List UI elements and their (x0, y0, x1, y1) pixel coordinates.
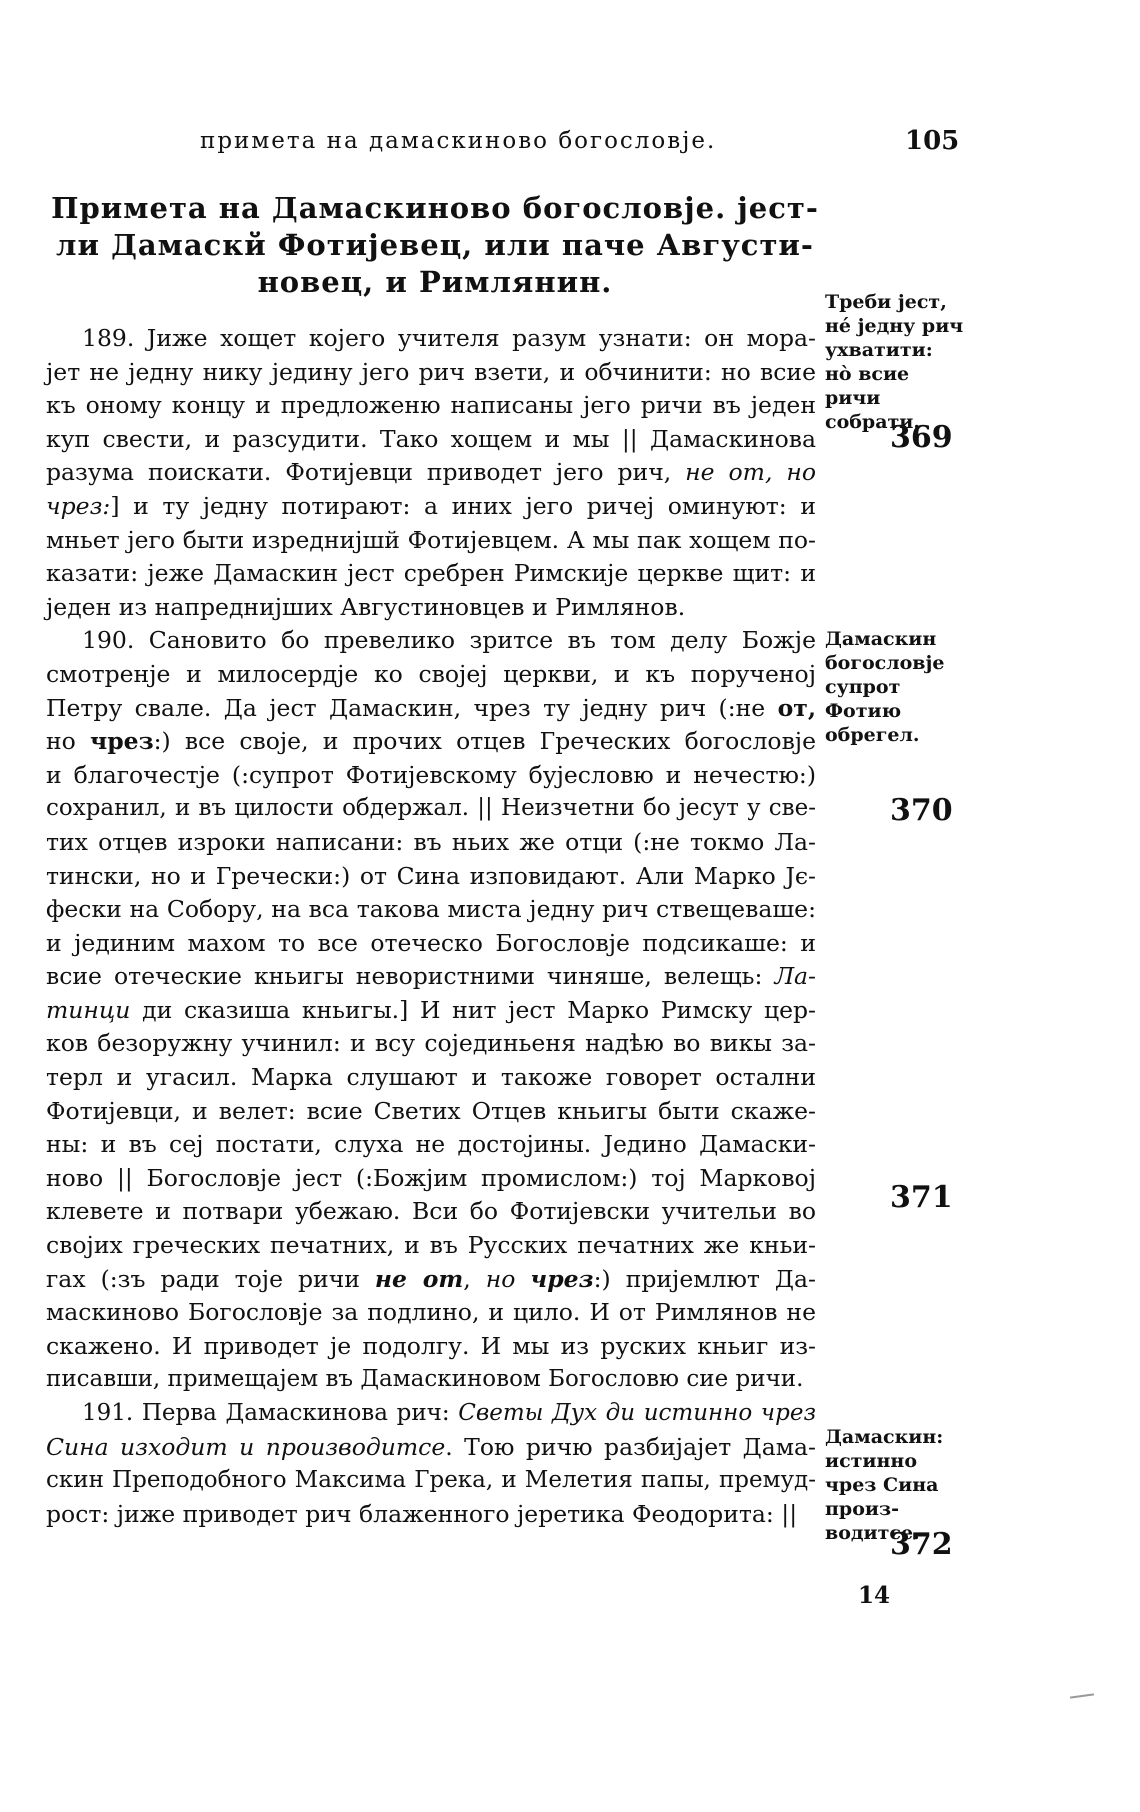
text-line: всие отеческие кньигы невористними чиняше, велещь: Ла- (46, 962, 816, 991)
text-line: и јединим махом то все отеческо Богословје подсикаше: и (46, 928, 816, 957)
text-line: тих отцев изроки написани: въ ньих же отци (:не токмо Ла- (46, 827, 816, 856)
text-line: тинци ди сказиша кньигы.] И нит јест Марко Римску цер- (46, 995, 816, 1024)
page-number: 105 (905, 126, 960, 156)
text-line: једен из напреднијших Августиновцев и Римлянов. (46, 592, 686, 621)
body-text (46, 322, 816, 1531)
text-line: 191. Перва Дамаскинова рич: Светы Дух ди истинно чрез (82, 1400, 816, 1426)
text-line: клевете и потвари убежаю. Вси бо Фотијевски учительи во (46, 1197, 816, 1226)
text-line: скажено. И приводет је подолгу. И мы из руских кньиг из- (46, 1331, 816, 1360)
margin-number: 371 (890, 1180, 953, 1215)
text-line: чрез:] и ту једну потирают: а иних јего ричеј оминуют: и (46, 491, 816, 520)
margin-number: 369 (890, 420, 953, 455)
text-line: 189. Јиже хощет којего учителя разум узнати: он мора- (82, 324, 816, 352)
signature-mark: 14 (858, 1582, 891, 1609)
running-head: примета на дамаскиново богословје. (200, 128, 717, 154)
margin-note: Дамаскин богословје супрот Фотию обрегел. (825, 628, 945, 746)
text-line: ны: и въ сеј постати, слуха не достојины. Једино Дамаски- (46, 1130, 816, 1159)
text-line: смотренје и милосердје ко својеј церкви, и къ порученој (46, 659, 816, 688)
text-line: мньет јего быти изреднијшй Фотијевцем. А мы пак хощем по- (46, 525, 816, 554)
text-line: казати: јеже Дамаскин јест сребрен Римскије церкве щит: и (46, 559, 816, 588)
text-line: својих греческих печатних, и въ Русских печатних же кньи- (46, 1231, 816, 1260)
margin-number: 372 (890, 1527, 953, 1562)
text-line: куп свести, и разсудити. Тако хощем и мы || Дамаскинова (46, 424, 816, 453)
text-line: ново || Богословје јест (:Божјим промислом:) тој Марковој (46, 1163, 816, 1192)
text-line: скин Преподобного Максима Грека, и Мелетия папы, премуд- (46, 1467, 816, 1494)
text-line: Сина изходит и производитсе. Тою ричю разбијајет Дама- (46, 1432, 816, 1461)
text-line: рост: јиже приводет рич блаженного јеретика Феодорита: || (46, 1499, 798, 1528)
section-title-line-3: новец, и Римлянин. (257, 265, 613, 299)
scan-artifact (1070, 1693, 1094, 1698)
section-title-line-2: ли Дамаскй Фотијевец, или паче Августи- (56, 228, 814, 262)
text-line: гах (:зъ ради тоје ричи не от, но чрез:) пријемлют Да- (46, 1264, 816, 1293)
text-line: 190. Сановито бо превелико зритсе въ том делу Божје (82, 626, 816, 655)
text-line: сохранил, и въ цилости обдержал. || Неизчетни бо јесут у све- (46, 795, 816, 822)
text-line: къ оному концу и предложеню написаны јего ричи въ једен (46, 391, 816, 420)
text-line: ков безоружну учинил: и всу сојединьеня надѣю во викы за- (46, 1029, 816, 1058)
text-line: разума поискати. Фотијевци приводет јего рич, не от, но (46, 458, 816, 487)
margin-note: Дамаскин: истинно чрез Сина произ-водитсе. (825, 1426, 944, 1544)
section-title (40, 190, 830, 301)
text-line: јет не једну нику једину јего рич взети, и обчинити: но всие (46, 357, 816, 386)
text-line: писавши, примещајем въ Дамаскиновом Богословю сие ричи. (46, 1366, 804, 1393)
text-line: но чрез:) все своје, и прочих отцев Греческих богословје (46, 727, 816, 756)
text-line: терл и угасил. Марка слушают и такоже говорет остални (46, 1063, 816, 1092)
margin-number: 370 (890, 793, 953, 828)
margin-note: Треби јест, нé једну рич ухватити: нò всие ричи собрати. (825, 291, 964, 433)
text-line: фески на Собору, на вса такова миста једну рич ствещеваше: (46, 895, 816, 924)
text-line: маскиново Богословје за подлино, и цило. И от Римлянов не (46, 1298, 816, 1327)
text-line: тински, но и Гречески:) от Сина изповидают. Али Марко Јє- (46, 861, 816, 890)
text-line: Петру свале. Да јест Дамаскин, чрез ту једну рич (:не от, (46, 693, 816, 722)
text-line: и благочестје (:супрот Фотијевскому бујесловю и нечестю:) (46, 760, 816, 789)
section-title-line-1: Примета на Дамаскиново богословје. јест- (51, 191, 819, 225)
text-line: Фотијевци, и велет: всие Светих Отцев кньигы быти скаже- (46, 1096, 816, 1125)
